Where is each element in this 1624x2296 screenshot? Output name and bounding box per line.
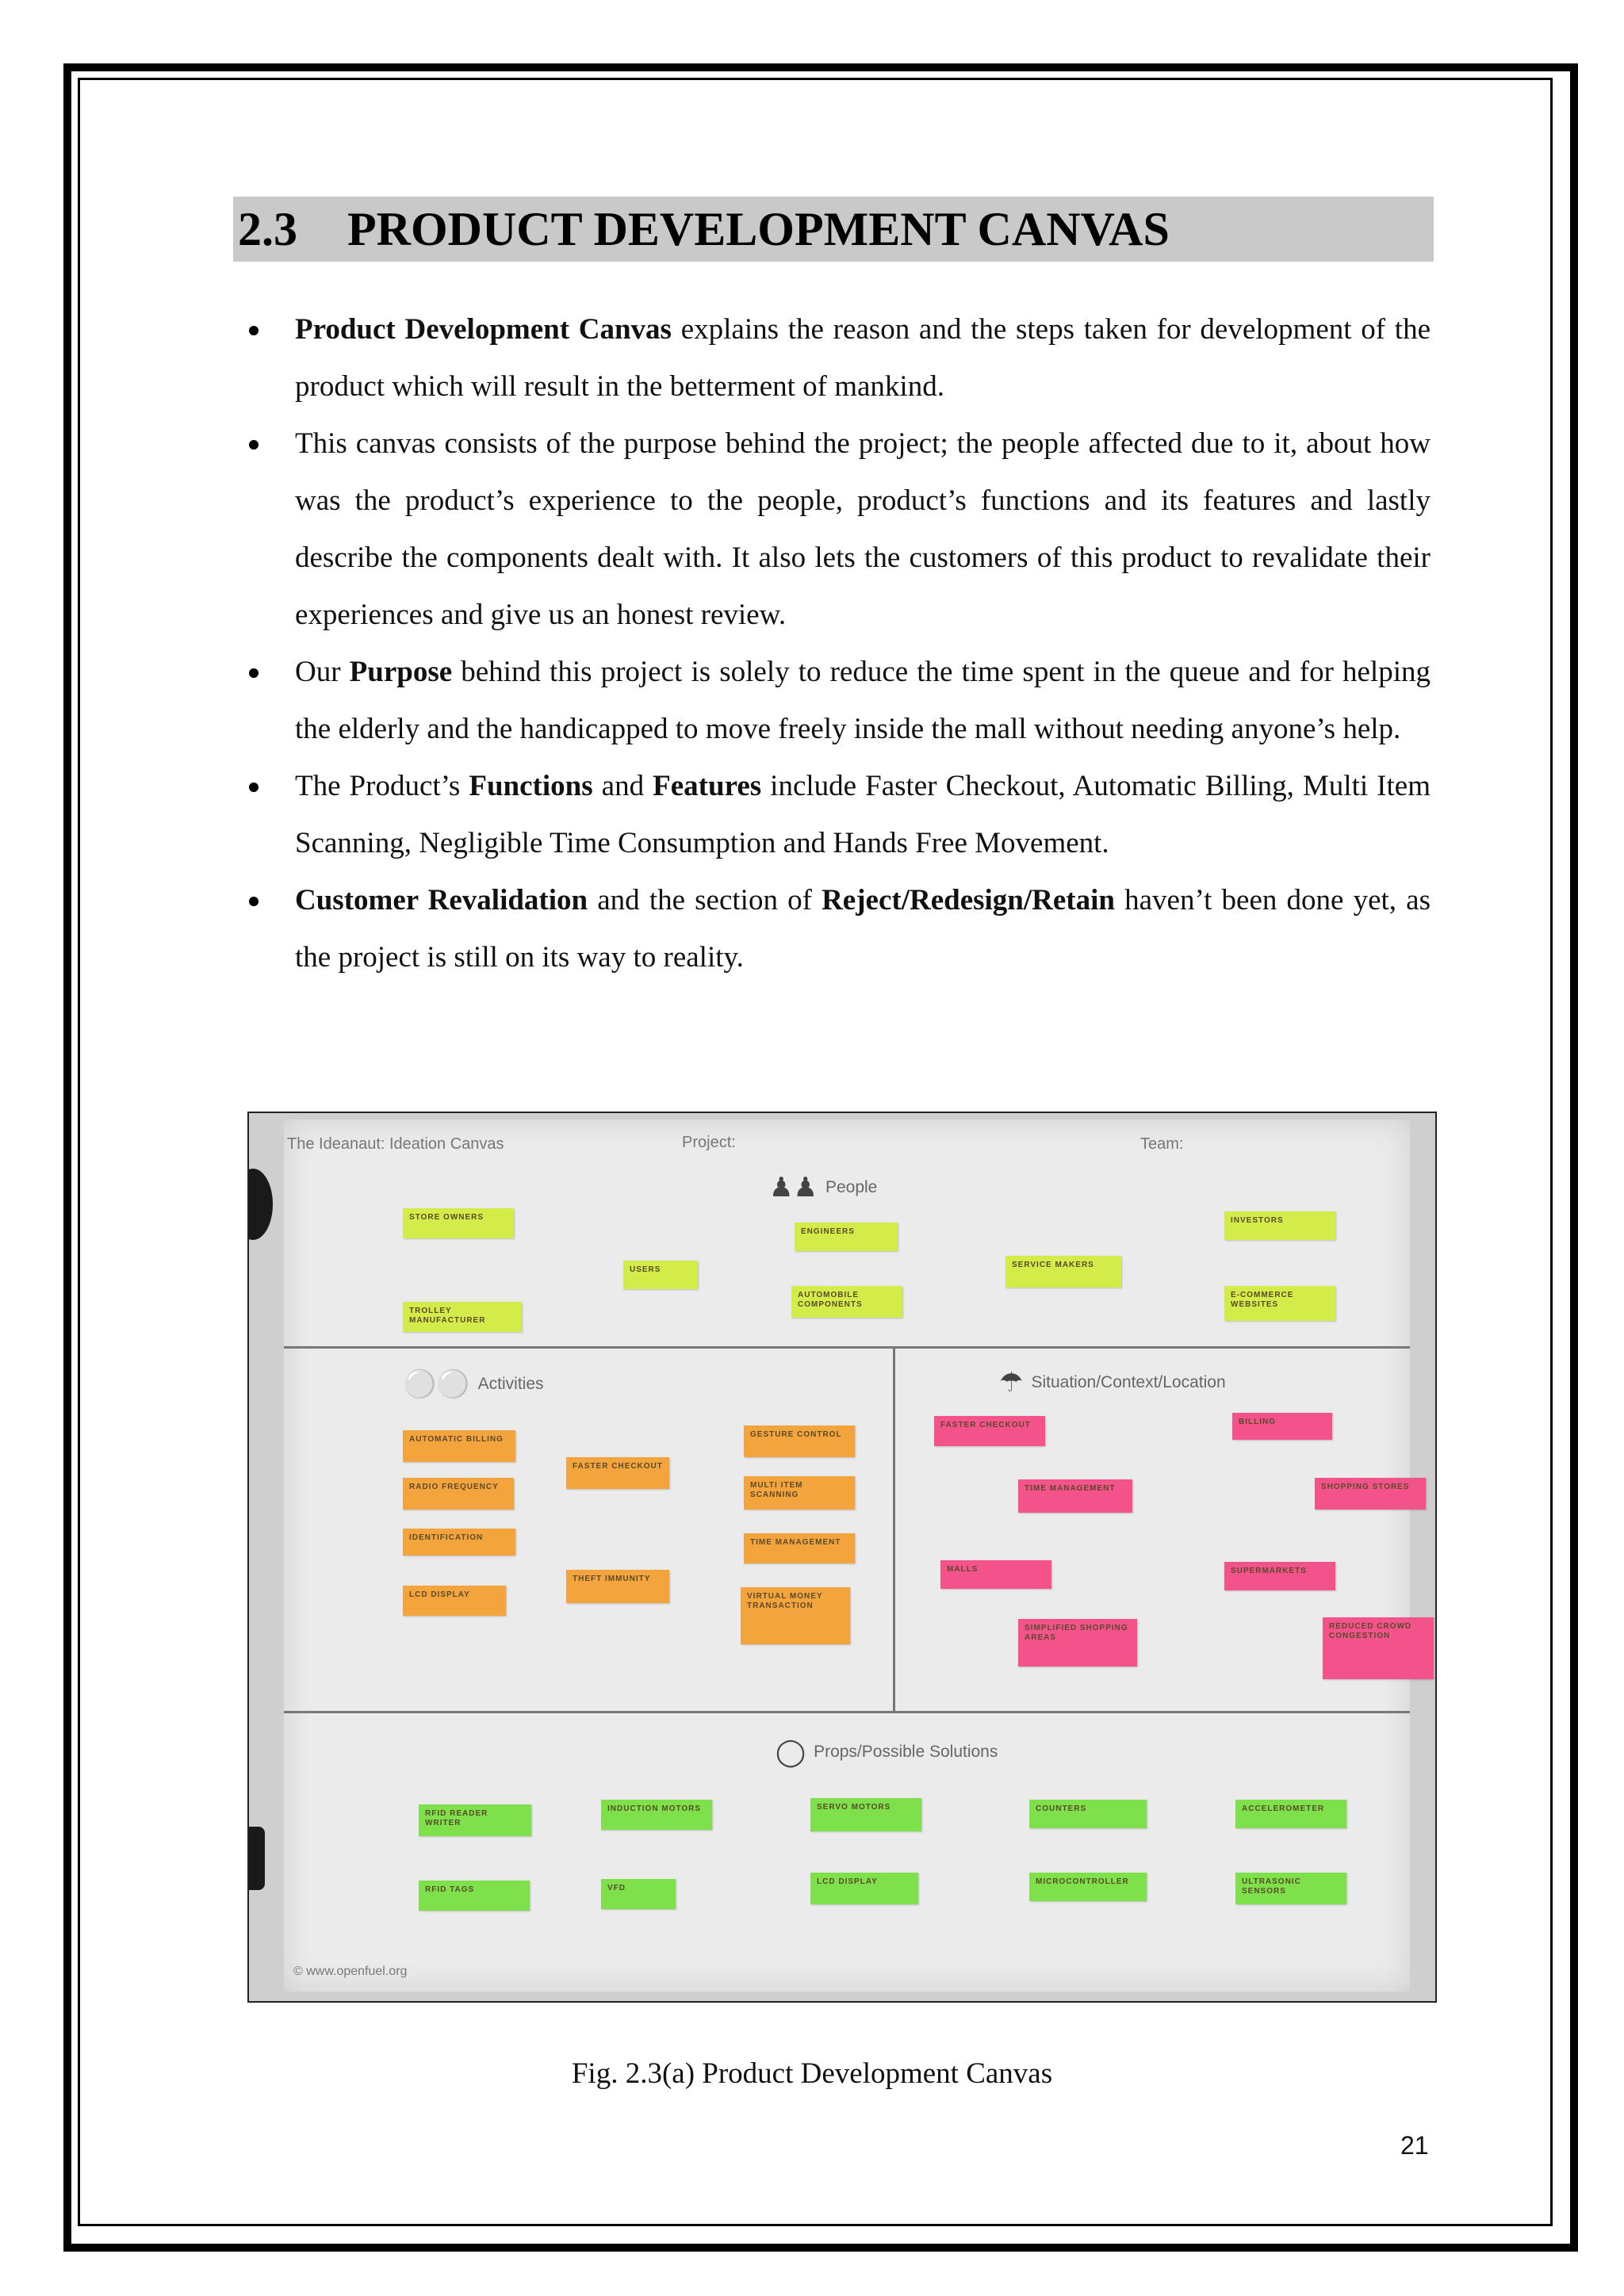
- divider: [893, 1346, 895, 1711]
- sticky-note: ENGINEERS: [795, 1223, 898, 1251]
- sticky-note: GESTURE CONTROL: [744, 1425, 855, 1457]
- bicycle-icon: ⚪⚪: [403, 1369, 470, 1399]
- sticky-note: SIMPLIFIED SHOPPING AREAS: [1018, 1619, 1137, 1667]
- text: Our: [295, 656, 350, 688]
- sticky-note: RADIO FREQUENCY: [403, 1478, 514, 1510]
- sticky-note: TROLLEY MANUFACTURER: [403, 1302, 522, 1332]
- bold-text: Purpose: [349, 656, 453, 688]
- canvas-photo: [247, 1112, 1437, 2003]
- divider: [284, 1711, 1410, 1713]
- page-number: 21: [1400, 2131, 1429, 2160]
- section-label: Activities: [477, 1375, 544, 1393]
- sticky-note: ULTRASONIC SENSORS: [1235, 1873, 1346, 1904]
- people-icon: ♟♟: [769, 1173, 818, 1203]
- bold-text: Features: [653, 770, 762, 802]
- section-number: 2.3: [238, 202, 297, 255]
- section-heading: [233, 197, 1434, 262]
- bold-text: Product Development Canvas: [295, 313, 672, 346]
- sticky-note: SUPERMARKETS: [1224, 1562, 1335, 1590]
- section-label: Props/Possible Solutions: [814, 1743, 998, 1761]
- umbrella-icon: ☂: [999, 1368, 1024, 1398]
- section-activities: [403, 1368, 544, 1400]
- bullet-list: [238, 301, 1431, 986]
- sticky-note: USERS: [623, 1261, 698, 1289]
- section-props: [776, 1736, 998, 1768]
- bold-text: Reject/Redesign/Retain: [822, 884, 1115, 916]
- sticky-note: BILLING: [1232, 1413, 1332, 1440]
- section-label: People: [825, 1178, 878, 1196]
- sticky-note: FASTER CHECKOUT: [566, 1457, 669, 1489]
- figure-caption: Fig. 2.3(a) Product Development Canvas: [571, 2057, 1053, 2090]
- sticky-note: SHOPPING STORES: [1315, 1478, 1426, 1510]
- section-title: PRODUCT DEVELOPMENT CANVAS: [347, 202, 1170, 255]
- bullet-item: [238, 644, 1431, 758]
- sticky-note: IDENTIFICATION: [403, 1529, 515, 1556]
- sticky-note: REDUCED CROWD CONGESTION: [1323, 1617, 1434, 1679]
- bullet-item: [238, 415, 1431, 644]
- sticky-note: LCD DISPLAY: [810, 1873, 918, 1904]
- canvas-team: Team:: [1140, 1135, 1184, 1153]
- sticky-note: RFID TAGS: [419, 1881, 530, 1911]
- sticky-note: TIME MANAGEMENT: [1018, 1479, 1132, 1513]
- section-label: Situation/Context/Location: [1031, 1373, 1226, 1391]
- ideation-canvas: [284, 1119, 1410, 1992]
- sticky-note: VFD: [601, 1879, 676, 1909]
- photo-shadow: [247, 1827, 265, 1890]
- sticky-note: THEFT IMMUNITY: [566, 1570, 669, 1603]
- sticky-note: COUNTERS: [1029, 1800, 1147, 1828]
- sticky-note: SERVO MOTORS: [810, 1798, 921, 1831]
- canvas-brand: The Ideanaut: Ideation Canvas: [287, 1135, 504, 1153]
- bullet-item: [238, 758, 1431, 872]
- sticky-note: INDUCTION MOTORS: [601, 1800, 712, 1830]
- text: behind this project is solely to reduce the time spent in the queue and for helping the elderly and the handicapped to move freely inside the mall without needing anyone’s help.: [295, 656, 1431, 745]
- sticky-note: TIME MANAGEMENT: [744, 1533, 855, 1563]
- divider: [284, 1346, 1410, 1349]
- bullet-item: [238, 872, 1431, 986]
- sticky-note: LCD DISPLAY: [403, 1586, 506, 1616]
- bold-text: Functions: [469, 770, 593, 802]
- text: The Product’s: [295, 770, 469, 802]
- sticky-note: SERVICE MAKERS: [1005, 1256, 1121, 1288]
- sticky-note: MULTI ITEM SCANNING: [744, 1476, 855, 1510]
- bullet-item: [238, 301, 1431, 415]
- section-people: [769, 1172, 877, 1203]
- canvas-footer: © www.openfuel.org: [293, 1965, 408, 1978]
- text: haven’t been done yet, as the project is still on its way to reality.: [295, 884, 1431, 974]
- text: explains the reason and the steps taken for development of the product which will result in the betterment of mankind.: [295, 313, 1431, 403]
- sticky-note: FASTER CHECKOUT: [934, 1416, 1045, 1446]
- lightbulb-icon: ◯: [776, 1737, 806, 1767]
- bold-text: Customer Revalidation: [295, 884, 588, 916]
- text: and: [592, 770, 653, 802]
- sticky-note: VIRTUAL MONEY TRANSACTION: [741, 1587, 850, 1644]
- sticky-note: RFID READER WRITER: [419, 1804, 531, 1836]
- sticky-note: MALLS: [940, 1560, 1051, 1589]
- sticky-note: ACCELEROMETER: [1235, 1800, 1346, 1828]
- text: and the section of: [588, 884, 822, 916]
- text: include Faster Checkout, Automatic Billing, Multi Item Scanning, Negligible Time Consumption and Hands Free Movement.: [295, 770, 1431, 859]
- section-situation: [999, 1367, 1226, 1399]
- sticky-note: INVESTORS: [1224, 1211, 1335, 1240]
- text: This canvas consists of the purpose behind the project; the people affected due to it, about how was the product’s experience to the people, product’s functions and its features and lastly describe the components dealt with. It also lets the customers of this product to revalidate their experiences and give us an honest review.: [295, 427, 1431, 631]
- sticky-note: AUTOMOBILE COMPONENTS: [791, 1286, 902, 1318]
- sticky-note: STORE OWNERS: [403, 1208, 514, 1238]
- sticky-note: E-COMMERCE WEBSITES: [1224, 1286, 1335, 1321]
- photo-shadow: [247, 1169, 273, 1240]
- canvas-project: Project:: [682, 1134, 736, 1151]
- sticky-note: MICROCONTROLLER: [1029, 1873, 1147, 1901]
- sticky-note: AUTOMATIC BILLING: [403, 1430, 515, 1462]
